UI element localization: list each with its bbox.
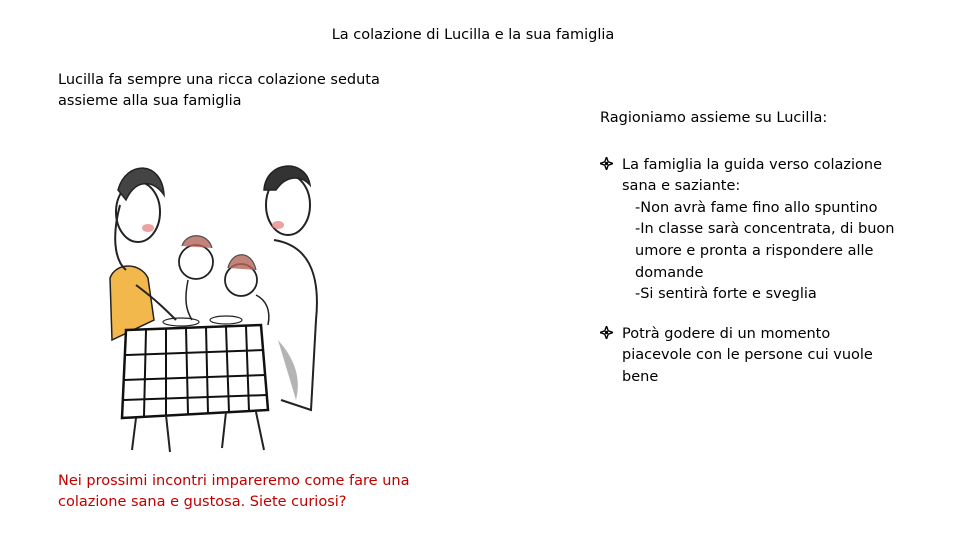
bullet-item	[600, 155, 900, 306]
intro-text: Lucilla fa sempre una ricca colazione seduta assieme alla sua famiglia	[58, 72, 380, 109]
right-column	[600, 108, 900, 407]
closing-text: Nei prossimi incontri impareremo come fare una colazione sana e gustosa. Siete curiosi?	[58, 473, 410, 510]
bullet-text: La famiglia la guida verso colazione sana e saziante:	[622, 156, 882, 195]
sub-item: -In classe sarà concentrata, di buon umore e pronta a rispondere alle domande	[635, 221, 895, 281]
slide-title: La colazione di Lucilla e la sua famiglia	[331, 27, 615, 43]
sub-item: -Non avrà fame fino allo spuntino	[635, 199, 878, 216]
diamond-bullet-icon	[600, 326, 613, 339]
bullet-item	[600, 324, 900, 389]
sub-item: -Si sentirà forte e sveglia	[635, 286, 817, 303]
diamond-bullet-icon	[600, 157, 613, 170]
bullet-text: Potrà godere di un momento piacevole con le persone cui vuole bene	[622, 325, 873, 385]
child-left-head	[179, 245, 213, 279]
right-heading: Ragioniamo assieme su Lucilla:	[600, 110, 828, 126]
family-breakfast-illustration	[96, 150, 346, 460]
